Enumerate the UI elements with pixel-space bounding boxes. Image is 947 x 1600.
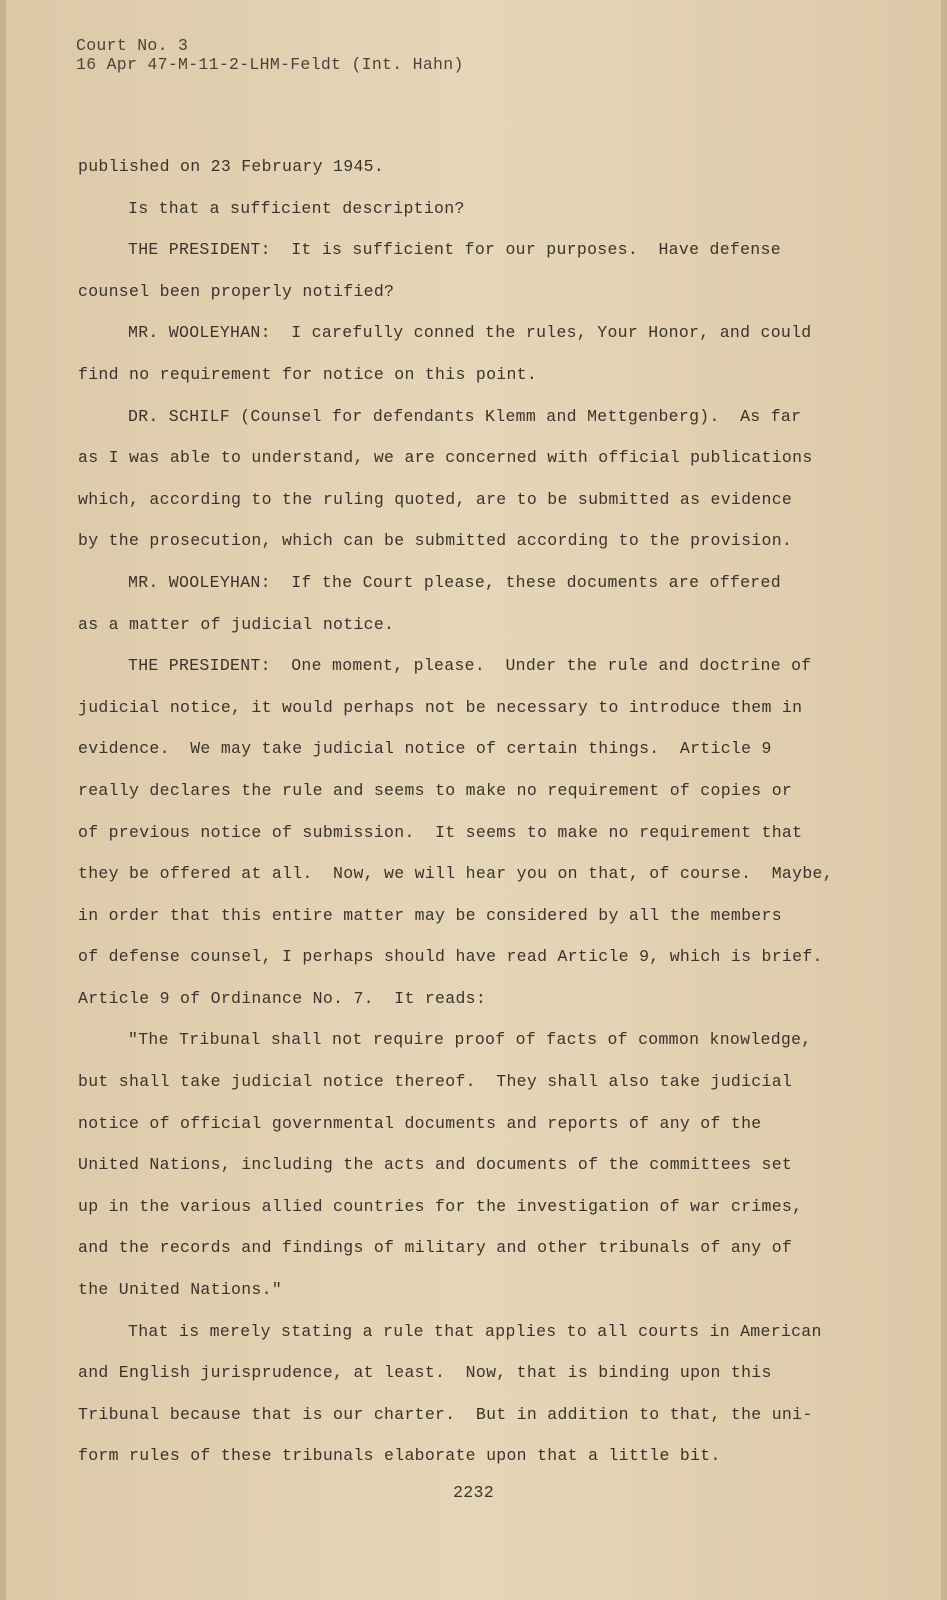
transcript-line: DR. SCHILF (Counsel for defendants Klemm and Mettgenberg). As far bbox=[128, 406, 802, 426]
transcript-line: United Nations, including the acts and documents of the committees set bbox=[78, 1155, 793, 1175]
transcript-line: notice of official governmental documents and reports of any of the bbox=[78, 1113, 762, 1133]
transcript-line: "The Tribunal shall not require proof of facts of common knowledge, bbox=[128, 1030, 812, 1050]
transcript-line: THE PRESIDENT: It is sufficient for our purposes. Have defense bbox=[128, 240, 781, 260]
transcript-line: Is that a sufficient description? bbox=[128, 198, 465, 218]
transcript-line: as a matter of judicial notice. bbox=[78, 614, 395, 634]
transcript-line: of defense counsel, I perhaps should have read Article 9, which is brief. bbox=[78, 947, 823, 967]
transcript-line: published on 23 February 1945. bbox=[78, 157, 385, 176]
transcript-line: as I was able to understand, we are concerned with official publications bbox=[78, 448, 813, 468]
transcript-line: form rules of these tribunals elaborate upon that a little bit. bbox=[78, 1446, 721, 1466]
page-edge-left bbox=[0, 0, 6, 1600]
transcript-line: they be offered at all. Now, we will hear you on that, of course. Maybe, bbox=[78, 864, 833, 884]
transcript-body bbox=[78, 156, 838, 1487]
transcript-line: counsel been properly notified? bbox=[78, 281, 395, 301]
transcript-line: evidence. We may take judicial notice of certain things. Article 9 bbox=[78, 739, 772, 759]
transcript-line: which, according to the ruling quoted, are to be submitted as evidence bbox=[78, 489, 793, 509]
transcript-line: MR. WOOLEYHAN: If the Court please, these documents are offered bbox=[128, 572, 781, 592]
transcript-line: the United Nations." bbox=[78, 1280, 283, 1300]
transcript-line: Tribunal because that is our charter. But in addition to that, the uni- bbox=[78, 1404, 813, 1424]
transcript-line: in order that this entire matter may be considered by all the members bbox=[78, 905, 782, 925]
page-edge-right bbox=[941, 0, 947, 1600]
transcript-line: by the prosecution, which can be submitted according to the provision. bbox=[78, 531, 793, 551]
transcript-line: up in the various allied countries for the investigation of war crimes, bbox=[78, 1196, 803, 1216]
transcript-line: and English jurisprudence, at least. Now, that is binding upon this bbox=[78, 1363, 772, 1383]
transcript-line: judicial notice, it would perhaps not be necessary to introduce them in bbox=[78, 697, 803, 717]
transcript-line: find no requirement for notice on this point. bbox=[78, 364, 538, 384]
transcript-line: of previous notice of submission. It seems to make no requirement that bbox=[78, 822, 803, 842]
page-header bbox=[76, 36, 464, 74]
transcript-line: MR. WOOLEYHAN: I carefully conned the rules, Your Honor, and could bbox=[128, 323, 812, 343]
header-court: Court No. 3 bbox=[76, 36, 189, 55]
transcript-line: and the records and findings of military and other tribunals of any of bbox=[78, 1238, 793, 1258]
header-session: 16 Apr 47-M-11-2-LHM-Feldt (Int. Hahn) bbox=[76, 55, 464, 74]
transcript-line: That is merely stating a rule that applies to all courts in American bbox=[128, 1321, 822, 1341]
transcript-line: THE PRESIDENT: One moment, please. Under the rule and doctrine of bbox=[128, 656, 812, 676]
transcript-line: but shall take judicial notice thereof. They shall also take judicial bbox=[78, 1072, 793, 1092]
page-number: 2232 bbox=[453, 1483, 494, 1502]
transcript-line: Article 9 of Ordinance No. 7. It reads: bbox=[78, 988, 487, 1008]
transcript-line: really declares the rule and seems to make no requirement of copies or bbox=[78, 780, 793, 800]
